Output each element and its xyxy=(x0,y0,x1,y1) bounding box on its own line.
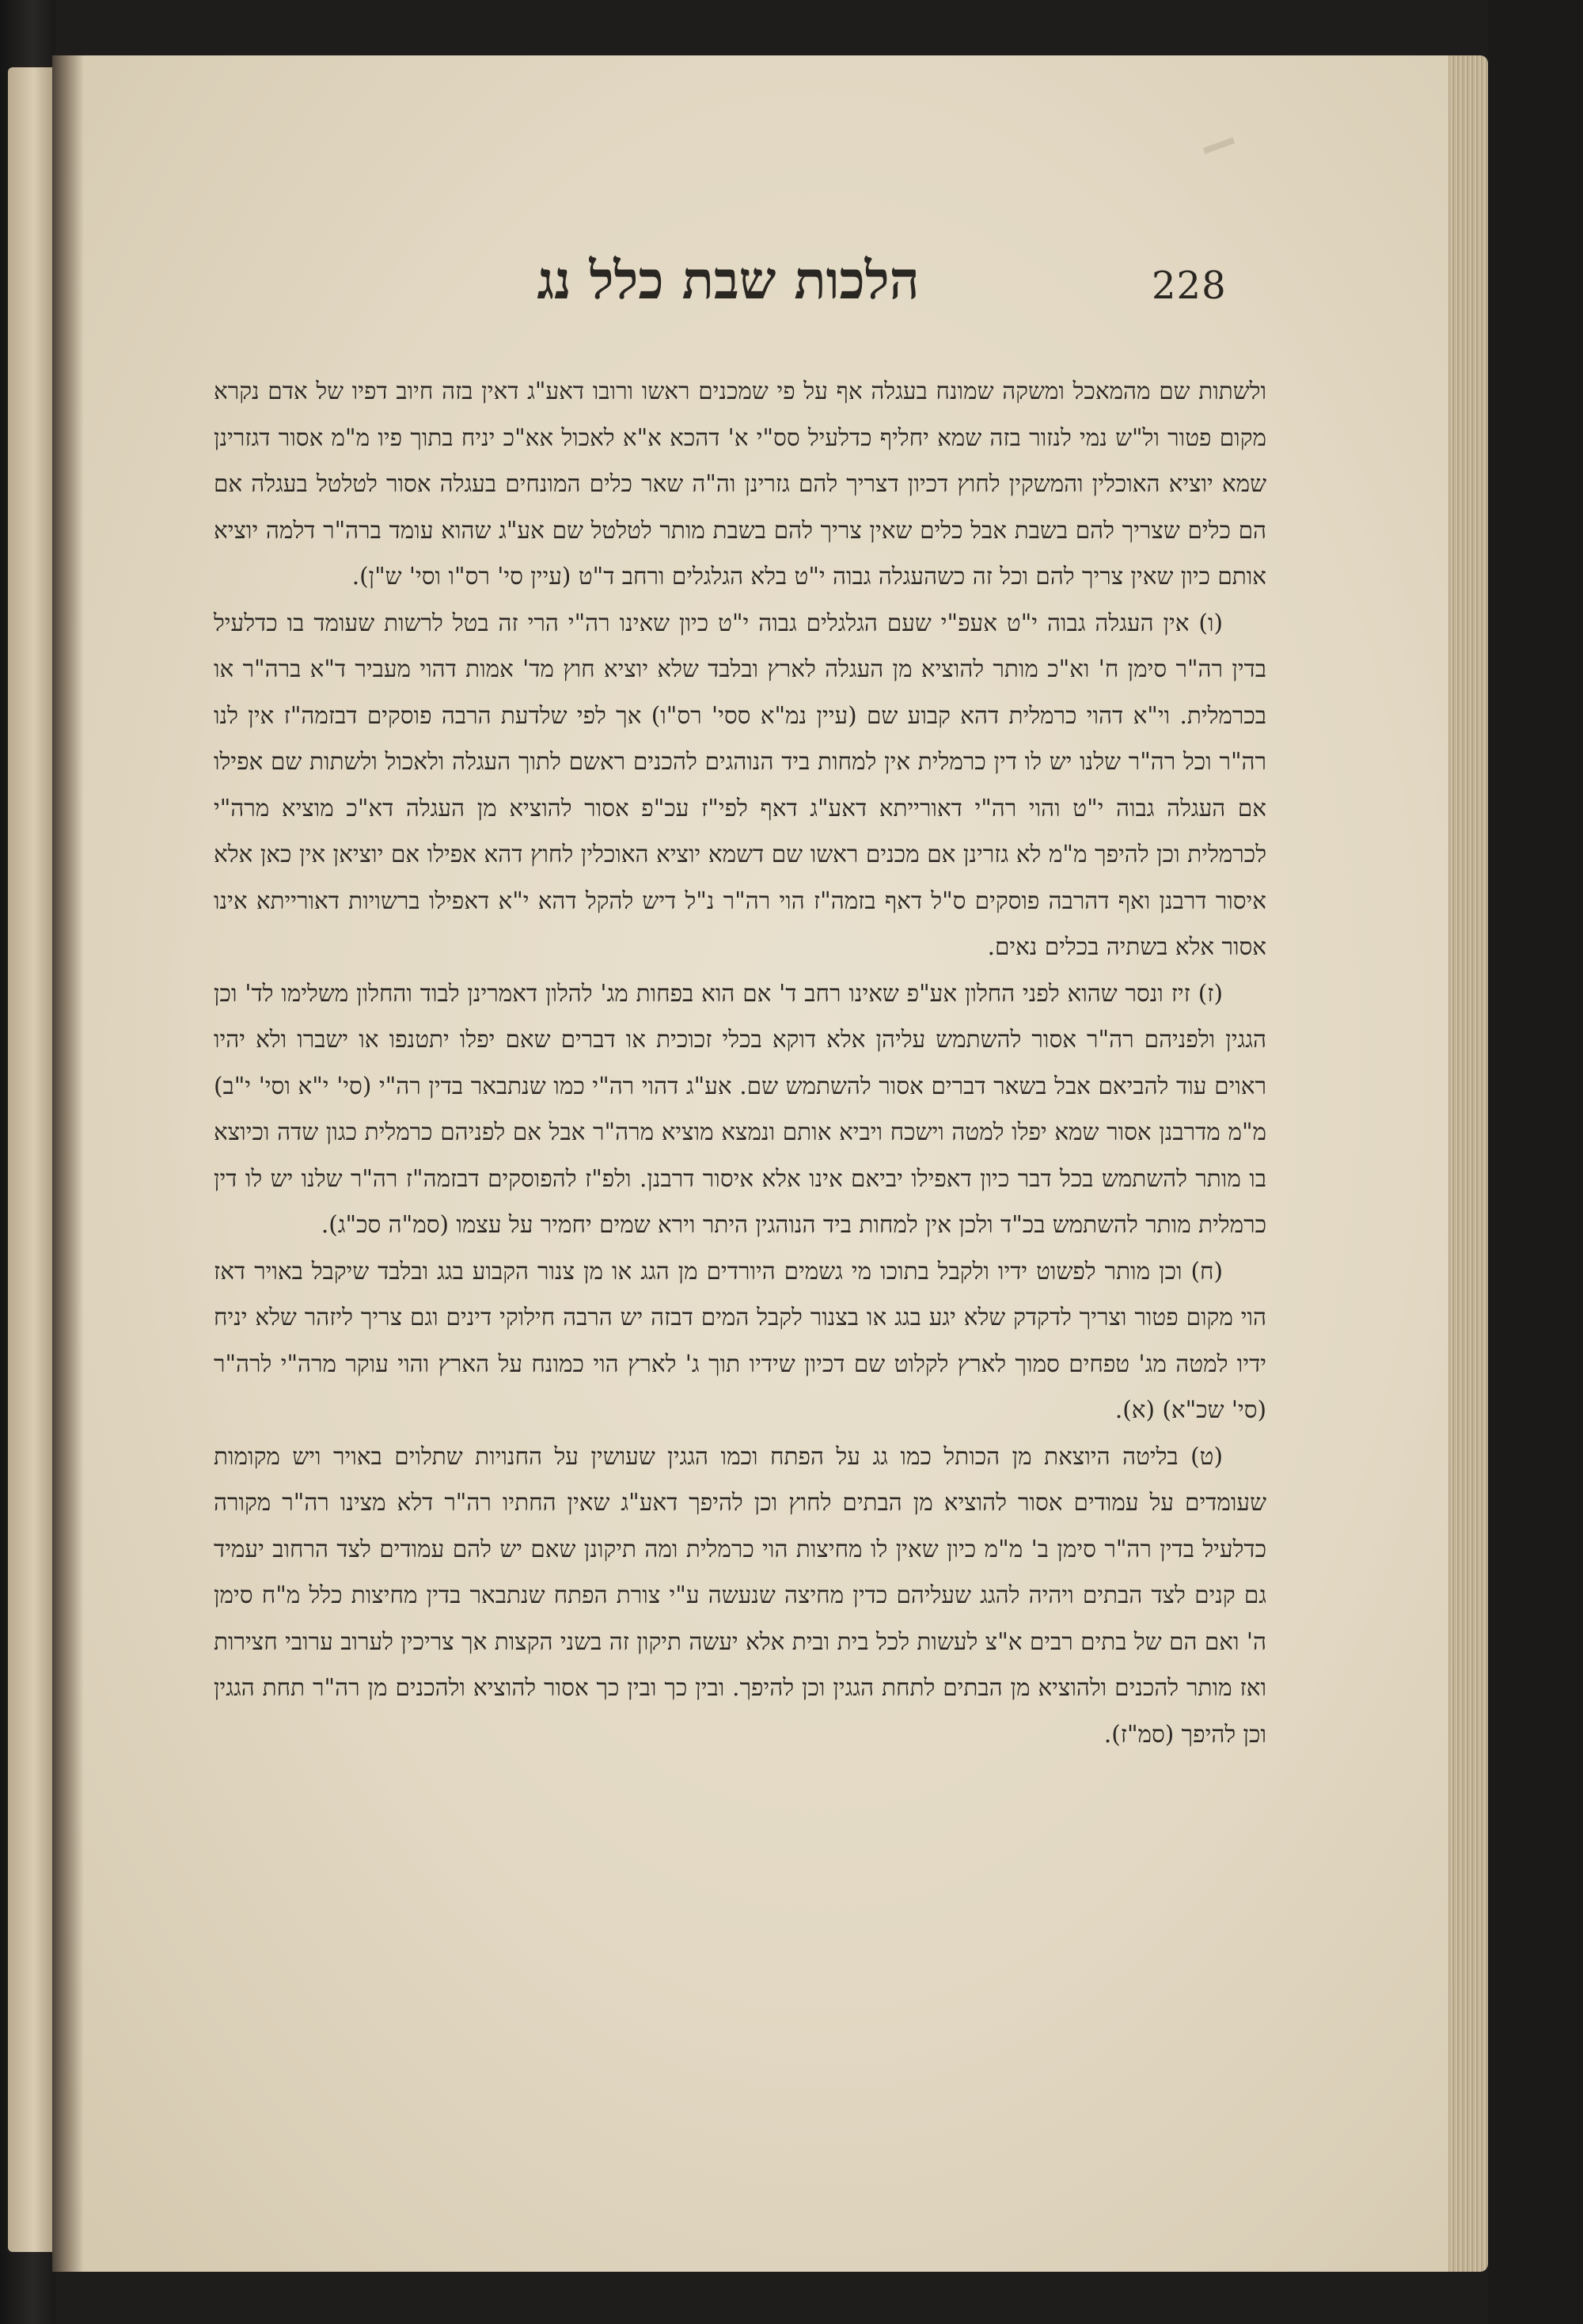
facing-page-edge xyxy=(8,67,55,2252)
page-number: 228 xyxy=(1152,264,1227,308)
gutter-shadow xyxy=(52,55,84,2272)
paragraph-section-vav: (ו) אין העגלה גבוה י"ט אעפ"י שעם הגלגלים גבוה י"ט כיון שאינו רה"י הרי זה בטל לרשות שעומד בו כדלעיל בדין רה"ר סימן ח' וא"כ מותר להוציא מן העגלה לארץ ובלבד שלא יוציא חוץ מד' אמות דהוי מעביר ד"א ברה"ר או בכרמלית. וי"א דהוי כרמלית דהא קבוע שם (עיין נמ"א ססי' רס"ו) אך לפי שלדעת הרבה פוסקים דבזמה"ז אין לנו רה"ר וכל רה"ר שלנו יש לו דין כרמלית אין למחות ביד הנוהגים להכנים ראשם לתוך העגלה ולאכול ולשתות שם אפילו אם העגלה גבוה י"ט והוי רה"י דאורייתא דאע"ג דאף לפי"ז עכ"פ אסור להוציא מן העגלה דא"כ מוציא מרה"י לכרמלית וכן להיפך מ"מ לא גזרינן אם מכנים ראשו שם דשמא יוציא האוכלין לחוץ דהא אפילו אם יוציאן אין כאן אלא איסור דרבנן ואף דהרבה פוסקים ס"ל דאף בזמה"ז הוי רה"ר נ"ל דיש להקל דהא י"א דאפילו ברשויות דאורייתא אינו אסור אלא בשתיה בכלים נאים. xyxy=(214,609,1266,960)
paragraph-section-tet: (ט) בליטה היוצאת מן הכותל כמו גג על הפתח וכמו הגגין שעושין על החנויות שתלוים באויר ויש מקומות שעומדים על עמודים אסור להוציא מן הבתים לחוץ וכן להיפך דאע"ג שאין החתיו רה"ר דלא מצינו רה"ר מקורה כדלעיל בדין רה"ר סימן ב' מ"מ כיון שאין לו מחיצות הוי כרמלית ומה תיקונן שאם יש להם עמודים לצד הרחוב יעמיד גם קנים לצד הבתים ויהיה להגג שעליהם כדין מחיצה שנעשה ע"י צורת הפתח שנתבאר בדין מחיצות כלל מ"ח סימן ה' ואם הם של בתים רבים א"צ לעשות לכל בית ובית אלא יעשה תיקון זה בשני הקצות אך צריכין לערוב ערובי חצירות ואז מותר להכנים ולהוציא מן הבתים לתחת הגגין וכן להיפך. ובין כך ובין כך אסור להוציא ולהכנים מן רה"ר תחת הגגין וכן להיפך (סמ"ז). xyxy=(214,1442,1266,1748)
page-header xyxy=(55,249,1448,336)
page-title: הלכות שבת כלל נג xyxy=(537,249,920,311)
paragraph-continued: ולשתות שם מהמאכל ומשקה שמונח בעגלה אף על פי שמכנים ראשו ורובו דאע"ג דאין בזה חיוב דפיו של אדם נקרא מקום פטור ול"ש נמי לנזור בזה שמא יחליף כדלעיל סס"י א' דהכא א"א לאכול אא"כ יניח בתוך פיו מ"מ אסור דגזרינן שמא יוציא האוכלין והמשקין לחוץ דכיון דצריך להם גזרינן וה"ה שאר כלים המונחים בעגלה אסור לטלטל בעגלה אם הם כלים שצריך להם בשבת אבל כלים שאין צריך להם בשבת מותר לטלטל שם אע"ג שהוא עומד ברה"ר דלמה יוציא אותם כיון שאין צריך להם וכל זה כשהעגלה גבוה י"ט בלא הגלגלים ורחב ד"ט (עיין סי' רס"ו וסי' ש"ן). xyxy=(214,378,1266,590)
book-page xyxy=(55,55,1448,2272)
paragraph-section-chet: (ח) וכן מותר לפשוט ידיו ולקבל בתוכו מי גשמים היורדים מן הגג או מן צנור הקבוע בגג ובלבד שיקבל באויר דאז הוי מקום פטור וצריך לדקדק שלא יגע בגג או בצנור לקבל המים דבזה יש הרבה חילוקי דינים וגם צריך ליזהר שלא יניח ידיו למטה מג' טפחים סמוך לארץ לקלוט שם דכיון שידיו תוך ג' לארץ הוי כמונח על הארץ והוי עוקר מרה"י לרה"ר (סי' שכ"א) (א). xyxy=(214,1257,1266,1423)
paragraph-section-zayin: (ז) זיז ונסר שהוא לפני החלון אע"פ שאינו רחב ד' אם הוא בפחות מג' להלון דאמרינן לבוד והחלון משלימו לד' וכן הגגין ולפניהם רה"ר אסור להשתמש עליהן אלא דוקא בכלי זכוכית או דברים שאם יפלו יתטנפו או ישברו ולא יהיו ראוים עוד להביאם אבל בשאר דברים אסור להשתמש שם. אע"ג דהוי רה"י כמו שנתבאר בדין רה"י (סי' י"א וסי' י"ב) מ"מ מדרבנן אסור שמא יפלו למטה וישכח ויביא אותם ונמצא מוציא מרה"ר אבל אם לפניהם כרמלית כגון שדה וכיוצא בו מותר להשתמש בכל דבר כיון דאפילו יביאם אינו אלא איסור דרבנן. ולפ"ז להפוסקים דבזמה"ז רה"ר שלנו יש לו דין כרמלית מותר להשתמש בכ"ד ולכן אין למחות ביד הנוהגין היתר וירא שמים יחמיר על עצמו (סמ"ה סכ"ג). xyxy=(214,979,1266,1238)
background xyxy=(1488,0,1583,2324)
body-text xyxy=(214,368,1266,1757)
ink-smudge xyxy=(1203,137,1235,154)
